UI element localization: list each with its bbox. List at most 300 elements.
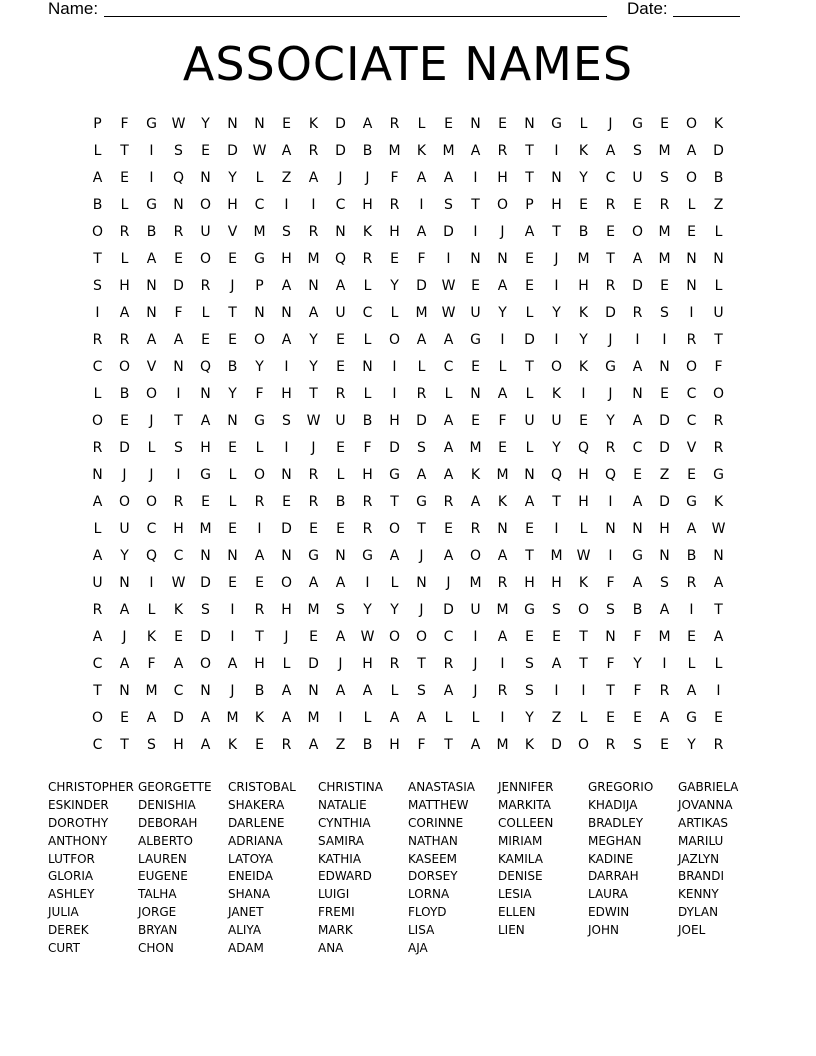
word-list-item: CHRISTINA bbox=[318, 780, 383, 794]
grid-letter: I bbox=[284, 359, 289, 375]
grid-letter: M bbox=[388, 143, 401, 159]
grid-letter: E bbox=[174, 251, 183, 267]
grid-letter: H bbox=[254, 656, 265, 672]
grid-letter: I bbox=[473, 170, 478, 186]
grid-letter: E bbox=[336, 332, 345, 348]
grid-letter: I bbox=[149, 143, 154, 159]
grid-letter: Z bbox=[335, 737, 346, 753]
grid-row bbox=[84, 330, 732, 357]
grid-letter: Y bbox=[228, 170, 237, 186]
grid-letter: I bbox=[338, 710, 343, 726]
grid-letter: A bbox=[443, 413, 454, 429]
word-list-item: EDWARD bbox=[318, 869, 372, 884]
grid-letter: D bbox=[524, 332, 535, 348]
grid-letter: N bbox=[254, 305, 265, 321]
word-list-item: MIRIAM bbox=[498, 833, 543, 848]
grid-letter: K bbox=[551, 386, 562, 402]
grid-letter: A bbox=[173, 332, 184, 348]
word-list-item: CORINNE bbox=[408, 815, 464, 830]
grid-letter: Z bbox=[551, 710, 562, 726]
word-list-item: MARKITA bbox=[498, 797, 551, 812]
grid-letter: A bbox=[173, 656, 184, 672]
grid-letter: Y bbox=[633, 656, 642, 672]
grid-letter: T bbox=[120, 143, 129, 159]
grid-letter: J bbox=[608, 386, 613, 402]
grid-letter: S bbox=[417, 683, 426, 699]
grid-letter: A bbox=[92, 548, 103, 564]
word-list-item: JAZLYN bbox=[678, 851, 720, 866]
grid-letter: K bbox=[713, 494, 724, 510]
grid-letter: L bbox=[120, 251, 129, 267]
grid-letter: N bbox=[200, 683, 211, 699]
grid-letter: L bbox=[282, 656, 291, 672]
word-list-item: DARRAH bbox=[588, 869, 639, 884]
grid-letter: S bbox=[552, 602, 561, 618]
word-list-item: BRADLEY bbox=[588, 815, 644, 830]
grid-letter: G bbox=[362, 548, 373, 564]
grid-letter: R bbox=[659, 683, 670, 699]
grid-letter: N bbox=[470, 386, 481, 402]
grid-letter: A bbox=[281, 710, 292, 726]
grid-letter: Z bbox=[659, 467, 670, 483]
grid-letter: C bbox=[632, 440, 643, 456]
grid-letter: I bbox=[95, 305, 100, 321]
word-list-item: JOVANNA bbox=[678, 797, 733, 812]
grid-letter: A bbox=[335, 278, 346, 294]
grid-letter: L bbox=[471, 710, 480, 726]
grid-letter: U bbox=[92, 575, 103, 591]
date-blank-line bbox=[673, 16, 740, 17]
grid-letter: T bbox=[552, 224, 561, 240]
grid-letter: K bbox=[578, 143, 589, 159]
grid-letter: L bbox=[201, 305, 210, 321]
grid-letter: L bbox=[336, 467, 345, 483]
grid-letter: Q bbox=[604, 467, 617, 483]
grid-letter: J bbox=[230, 278, 235, 294]
grid-letter: J bbox=[284, 629, 289, 645]
grid-letter: A bbox=[632, 413, 643, 429]
grid-letter: R bbox=[335, 386, 346, 402]
grid-letter: A bbox=[524, 494, 535, 510]
grid-letter: I bbox=[500, 332, 505, 348]
word-list-item: KATHIA bbox=[318, 851, 362, 866]
grid-letter: M bbox=[658, 143, 671, 159]
grid-letter: E bbox=[120, 170, 129, 186]
grid-letter: T bbox=[606, 251, 615, 267]
grid-letter: F bbox=[633, 683, 642, 699]
grid-letter: F bbox=[147, 656, 156, 672]
grid-letter: I bbox=[176, 467, 181, 483]
grid-letter: W bbox=[306, 413, 321, 429]
grid-letter: K bbox=[578, 359, 589, 375]
word-list-item: LAUREN bbox=[138, 851, 187, 866]
grid-letter: G bbox=[632, 548, 643, 564]
grid-letter: Y bbox=[120, 548, 129, 564]
grid-letter: Y bbox=[309, 332, 318, 348]
grid-letter: U bbox=[200, 224, 211, 240]
grid-letter: L bbox=[714, 656, 723, 672]
word-column bbox=[318, 779, 408, 958]
word-list-item: JANET bbox=[228, 905, 264, 920]
grid-letter: N bbox=[497, 521, 508, 537]
grid-letter: L bbox=[363, 710, 372, 726]
grid-letter: E bbox=[120, 710, 129, 726]
grid-letter: B bbox=[254, 683, 265, 699]
grid-letter: G bbox=[686, 710, 697, 726]
grid-letter: T bbox=[174, 413, 183, 429]
grid-letter: E bbox=[201, 143, 210, 159]
grid-letter: N bbox=[200, 548, 211, 564]
grid-letter: A bbox=[227, 656, 238, 672]
grid-letter: T bbox=[309, 386, 318, 402]
grid-letter: H bbox=[281, 251, 292, 267]
grid-letter: U bbox=[524, 413, 535, 429]
grid-letter: G bbox=[146, 116, 157, 132]
word-list-item: DOROTHY bbox=[48, 815, 109, 830]
grid-letter: L bbox=[444, 710, 453, 726]
grid-letter: L bbox=[444, 386, 453, 402]
word-list-item: JOHN bbox=[588, 923, 619, 938]
word-list-item: KHADIJA bbox=[588, 797, 638, 812]
grid-letter: N bbox=[632, 386, 643, 402]
grid-letter: N bbox=[713, 548, 724, 564]
grid-letter: E bbox=[525, 521, 534, 537]
grid-letter: L bbox=[498, 359, 507, 375]
grid-letter: A bbox=[308, 305, 319, 321]
word-column bbox=[48, 779, 138, 958]
grid-letter: Y bbox=[525, 710, 534, 726]
grid-letter: A bbox=[389, 548, 400, 564]
grid-letter: L bbox=[147, 440, 156, 456]
grid-letter: O bbox=[199, 197, 212, 213]
grid-letter: E bbox=[525, 629, 534, 645]
grid-letter: H bbox=[281, 602, 292, 618]
grid-letter: A bbox=[335, 629, 346, 645]
grid-letter: R bbox=[713, 440, 724, 456]
grid-letter: Y bbox=[579, 170, 588, 186]
grid-letter: F bbox=[606, 575, 615, 591]
grid-letter: L bbox=[228, 494, 237, 510]
grid-letter: A bbox=[497, 548, 508, 564]
grid-letter: A bbox=[713, 629, 724, 645]
grid-letter: D bbox=[173, 710, 184, 726]
grid-letter: A bbox=[686, 683, 697, 699]
grid-letter: Y bbox=[363, 602, 372, 618]
grid-letter: A bbox=[416, 170, 427, 186]
grid-letter: L bbox=[579, 116, 588, 132]
grid-letter: G bbox=[686, 494, 697, 510]
grid-letter: I bbox=[176, 386, 181, 402]
grid-letter: A bbox=[335, 575, 346, 591]
grid-letter: E bbox=[282, 494, 291, 510]
grid-letter: P bbox=[525, 197, 534, 213]
word-list-item: LUIGI bbox=[318, 887, 350, 902]
word-list-item: GLORIA bbox=[48, 869, 94, 884]
grid-letter: K bbox=[497, 494, 508, 510]
grid-letter: H bbox=[578, 494, 589, 510]
grid-letter: S bbox=[174, 440, 183, 456]
grid-letter: A bbox=[443, 440, 454, 456]
word-column bbox=[408, 779, 498, 958]
grid-letter: G bbox=[470, 332, 481, 348]
grid-letter: B bbox=[362, 737, 373, 753]
grid-letter: N bbox=[335, 224, 346, 240]
grid-letter: L bbox=[363, 386, 372, 402]
grid-letter: E bbox=[714, 710, 723, 726]
grid-letter: M bbox=[253, 224, 266, 240]
grid-letter: Y bbox=[552, 440, 561, 456]
grid-letter: J bbox=[149, 413, 154, 429]
grid-letter: O bbox=[388, 629, 401, 645]
grid-letter: Q bbox=[550, 467, 563, 483]
name-label: Name: bbox=[48, 0, 99, 18]
word-list-item: KADINE bbox=[588, 851, 634, 866]
grid-letter: S bbox=[417, 440, 426, 456]
grid-letter: N bbox=[119, 575, 130, 591]
grid-letter: C bbox=[173, 548, 184, 564]
grid-letter: I bbox=[365, 575, 370, 591]
grid-letter: A bbox=[92, 494, 103, 510]
grid-letter: J bbox=[473, 656, 478, 672]
grid-letter: L bbox=[687, 197, 696, 213]
grid-letter: Y bbox=[309, 359, 318, 375]
grid-letter: I bbox=[473, 224, 478, 240]
grid-letter: E bbox=[471, 413, 480, 429]
grid-letter: F bbox=[120, 116, 129, 132]
word-list-item: MATTHEW bbox=[408, 797, 469, 812]
grid-letter: Y bbox=[579, 332, 588, 348]
grid-letter: F bbox=[714, 359, 723, 375]
grid-row bbox=[84, 114, 732, 141]
grid-row bbox=[84, 519, 732, 546]
grid-letter: W bbox=[171, 116, 186, 132]
grid-letter: J bbox=[473, 683, 478, 699]
grid-letter: M bbox=[496, 467, 509, 483]
grid-letter: O bbox=[253, 467, 266, 483]
grid-row bbox=[84, 627, 732, 654]
grid-letter: A bbox=[659, 710, 670, 726]
grid-letter: R bbox=[416, 386, 427, 402]
grid-letter: R bbox=[443, 494, 454, 510]
grid-letter: U bbox=[713, 305, 724, 321]
word-list-item: LUTFOR bbox=[48, 851, 95, 866]
grid-letter: W bbox=[171, 575, 186, 591]
grid-letter: D bbox=[443, 224, 454, 240]
grid-letter: R bbox=[605, 278, 616, 294]
grid-letter: I bbox=[500, 656, 505, 672]
grid-letter: E bbox=[255, 737, 264, 753]
grid-letter: E bbox=[498, 440, 507, 456]
grid-letter: T bbox=[714, 332, 723, 348]
grid-letter: S bbox=[282, 413, 291, 429]
grid-letter: C bbox=[335, 197, 346, 213]
grid-letter: M bbox=[415, 305, 428, 321]
grid-letter: R bbox=[308, 467, 319, 483]
grid-letter: M bbox=[307, 251, 320, 267]
grid-letter: K bbox=[578, 575, 589, 591]
grid-letter: D bbox=[389, 440, 400, 456]
grid-letter: I bbox=[581, 386, 586, 402]
grid-letter: E bbox=[255, 575, 264, 591]
grid-letter: R bbox=[497, 143, 508, 159]
grid-letter: H bbox=[524, 575, 535, 591]
grid-letter: D bbox=[227, 143, 238, 159]
grid-letter: B bbox=[119, 386, 130, 402]
grid-letter: D bbox=[632, 278, 643, 294]
grid-letter: L bbox=[525, 440, 534, 456]
word-list-item: FLOYD bbox=[408, 905, 447, 920]
word-list-item: SHAKERA bbox=[228, 797, 285, 812]
grid-letter: O bbox=[469, 548, 482, 564]
grid-letter: R bbox=[605, 440, 616, 456]
grid-row bbox=[84, 141, 732, 168]
grid-letter: E bbox=[444, 116, 453, 132]
grid-row bbox=[84, 465, 732, 492]
grid-letter: H bbox=[200, 440, 211, 456]
grid-letter: N bbox=[686, 278, 697, 294]
grid-letter: A bbox=[632, 251, 643, 267]
grid-letter: N bbox=[551, 170, 562, 186]
grid-letter: A bbox=[119, 305, 130, 321]
grid-letter: N bbox=[524, 467, 535, 483]
grid-letter: A bbox=[254, 548, 265, 564]
grid-letter: J bbox=[122, 629, 127, 645]
grid-letter: A bbox=[281, 143, 292, 159]
grid-letter: N bbox=[281, 305, 292, 321]
grid-letter: I bbox=[581, 683, 586, 699]
grid-letter: C bbox=[173, 683, 184, 699]
grid-letter: E bbox=[309, 629, 318, 645]
grid-letter: T bbox=[93, 683, 102, 699]
grid-letter: F bbox=[606, 656, 615, 672]
grid-letter: H bbox=[173, 737, 184, 753]
grid-letter: I bbox=[446, 251, 451, 267]
grid-letter: E bbox=[228, 521, 237, 537]
grid-letter: D bbox=[605, 305, 616, 321]
grid-letter: D bbox=[200, 575, 211, 591]
grid-letter: V bbox=[227, 224, 238, 240]
grid-letter: T bbox=[93, 251, 102, 267]
grid-letter: C bbox=[92, 737, 103, 753]
grid-letter: W bbox=[576, 548, 591, 564]
grid-letter: D bbox=[200, 629, 211, 645]
grid-letter: O bbox=[631, 224, 644, 240]
grid-letter: N bbox=[524, 116, 535, 132]
grid-letter: M bbox=[199, 521, 212, 537]
grid-letter: N bbox=[605, 629, 616, 645]
word-list-item: JULIA bbox=[48, 905, 79, 920]
grid-letter: Y bbox=[390, 278, 399, 294]
grid-letter: A bbox=[497, 629, 508, 645]
grid-letter: N bbox=[227, 548, 238, 564]
grid-letter: N bbox=[281, 548, 292, 564]
grid-letter: O bbox=[712, 386, 725, 402]
grid-letter: L bbox=[390, 575, 399, 591]
grid-letter: L bbox=[363, 278, 372, 294]
grid-letter: N bbox=[92, 467, 103, 483]
word-list-item: ESKINDER bbox=[48, 797, 109, 812]
grid-letter: K bbox=[173, 602, 184, 618]
grid-letter: R bbox=[281, 737, 292, 753]
grid-letter: M bbox=[226, 710, 239, 726]
grid-letter: A bbox=[416, 467, 427, 483]
grid-letter: E bbox=[633, 467, 642, 483]
grid-letter: A bbox=[497, 386, 508, 402]
grid-letter: T bbox=[255, 629, 264, 645]
grid-letter: B bbox=[632, 602, 643, 618]
grid-letter: Y bbox=[552, 305, 561, 321]
grid-letter: G bbox=[551, 116, 562, 132]
grid-letter: E bbox=[336, 359, 345, 375]
grid-letter: R bbox=[389, 197, 400, 213]
grid-letter: R bbox=[308, 494, 319, 510]
word-column bbox=[138, 779, 228, 958]
grid-letter: R bbox=[713, 413, 724, 429]
grid-letter: A bbox=[686, 143, 697, 159]
grid-row bbox=[84, 438, 732, 465]
grid-letter: A bbox=[470, 737, 481, 753]
word-list-item: KASEEM bbox=[408, 851, 458, 866]
grid-letter: H bbox=[659, 521, 670, 537]
grid-letter: R bbox=[362, 251, 373, 267]
grid-letter: N bbox=[470, 116, 481, 132]
grid-letter: A bbox=[416, 224, 427, 240]
grid-letter: K bbox=[578, 305, 589, 321]
grid-letter: F bbox=[174, 305, 183, 321]
word-list-item: BRANDI bbox=[678, 869, 725, 884]
grid-letter: T bbox=[417, 656, 426, 672]
grid-letter: E bbox=[660, 737, 669, 753]
grid-letter: G bbox=[308, 548, 319, 564]
word-list-item: CHRISTOPHER bbox=[48, 780, 134, 794]
grid-letter: G bbox=[254, 413, 265, 429]
grid-letter: A bbox=[308, 575, 319, 591]
grid-letter: R bbox=[497, 575, 508, 591]
grid-letter: K bbox=[713, 116, 724, 132]
grid-letter: N bbox=[605, 521, 616, 537]
grid-letter: I bbox=[473, 629, 478, 645]
grid-letter: A bbox=[551, 656, 562, 672]
grid-letter: T bbox=[417, 521, 426, 537]
grid-letter: T bbox=[390, 494, 399, 510]
grid-letter: K bbox=[146, 629, 157, 645]
grid-letter: Q bbox=[199, 359, 212, 375]
grid-letter: C bbox=[443, 359, 454, 375]
word-list-item: CHON bbox=[138, 941, 174, 956]
grid-letter: C bbox=[254, 197, 265, 213]
word-list-item: SAMIRA bbox=[318, 833, 365, 848]
grid-letter: N bbox=[281, 467, 292, 483]
grid-letter: O bbox=[388, 521, 401, 537]
grid-letter: Y bbox=[255, 359, 264, 375]
grid-letter: O bbox=[496, 197, 509, 213]
grid-letter: O bbox=[685, 170, 698, 186]
grid-letter: P bbox=[255, 278, 264, 294]
grid-letter: Y bbox=[687, 737, 696, 753]
grid-letter: L bbox=[714, 224, 723, 240]
grid-row bbox=[84, 708, 732, 735]
grid-letter: O bbox=[91, 710, 104, 726]
grid-letter: R bbox=[254, 602, 265, 618]
grid-letter: I bbox=[311, 197, 316, 213]
grid-letter: U bbox=[470, 602, 481, 618]
grid-letter: B bbox=[362, 413, 373, 429]
grid-letter: A bbox=[443, 548, 454, 564]
grid-row bbox=[84, 222, 732, 249]
grid-letter: O bbox=[118, 359, 131, 375]
grid-letter: I bbox=[554, 143, 559, 159]
grid-letter: A bbox=[632, 359, 643, 375]
